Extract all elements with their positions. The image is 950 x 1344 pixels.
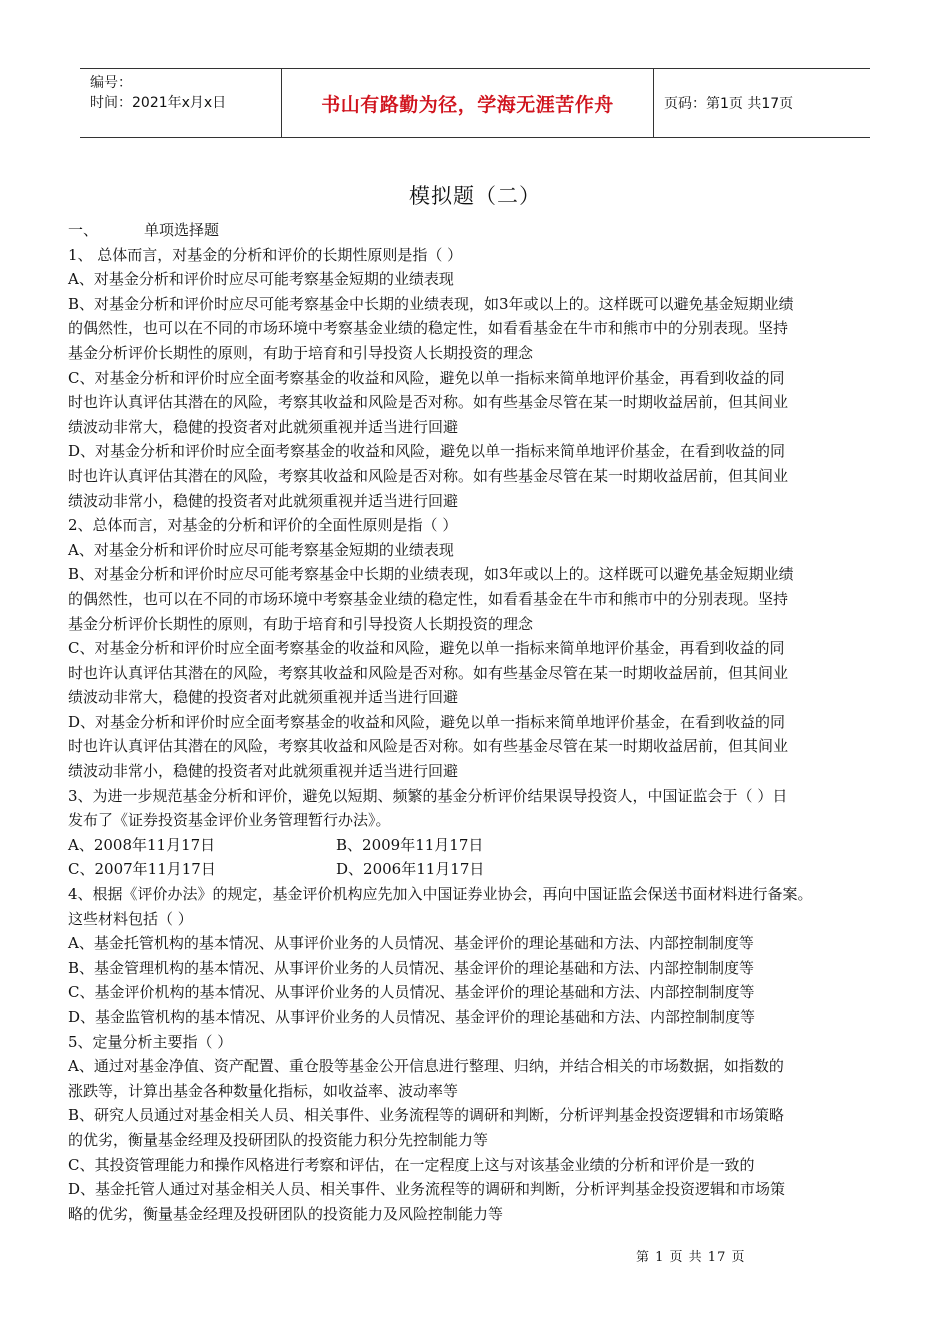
text-line: 绩波动非常小，稳健的投资者对此就须重视并适当进行回避 xyxy=(68,491,459,510)
text-line: A、基金托管机构的基本情况、从事评价业务的人员情况、基金评价的理论基础和方法、内部控制制度等 xyxy=(68,934,754,953)
page-title: 模拟题（二） xyxy=(409,184,541,208)
text-line: D、基金托管人通过对基金相关人员、相关事件、业务流程等的调研和判断，分析评判基金投资逻辑和市场策 xyxy=(68,1180,786,1199)
text-line: D、对基金分析和评价时应全面考察基金的收益和风险，避免以单一指标来简单地评价基金，在看到收益的同 xyxy=(68,712,786,731)
option-item: D、2006年11月17日 xyxy=(336,860,485,879)
section-number: 一、 xyxy=(68,221,99,239)
text-line: 涨跌等，计算出基金各种数量化指标，如收益率、波动率等 xyxy=(68,1081,459,1100)
option-item: B、2009年11月17日 xyxy=(336,835,484,854)
text-line: C、基金评价机构的基本情况、从事评价业务的人员情况、基金评价的理论基础和方法、内部控制制度等 xyxy=(68,983,755,1002)
text-line: B、对基金分析和评价时应尽可能考察基金中长期的业绩表现，如3年或以上的。这样既可以避免基金短期业绩 xyxy=(68,294,794,313)
text-line: 的偶然性，也可以在不同的市场环境中考察基金业绩的稳定性，如看看基金在牛市和熊市中的分别表现。坚持 xyxy=(68,319,789,338)
page-header xyxy=(80,68,870,138)
text-line: C、对基金分析和评价时应全面考察基金的收益和风险，避免以单一指标来简单地评价基金，再看到收益的同 xyxy=(68,639,785,658)
text-line: 3、为进一步规范基金分析和评价，避免以短期、频繁的基金分析评价结果误导投资人，中国证监会于（ ）日 xyxy=(68,786,788,805)
text-line: 基金分析评价长期性的原则，有助于培育和引导投资人长期投资的理念 xyxy=(68,343,534,362)
question-block-1 xyxy=(68,243,888,833)
document-number-label: 编号： xyxy=(90,75,132,91)
text-line: 绩波动非常大，稳健的投资者对此就须重视并适当进行回避 xyxy=(68,417,459,436)
header-motto: 书山有路勤为径，学海无涯苦作舟 xyxy=(282,69,654,137)
text-line: A、对基金分析和评价时应尽可能考察基金短期的业绩表现 xyxy=(68,540,454,559)
header-page-info: 页码：第1页 共17页 xyxy=(664,96,794,112)
document-body xyxy=(68,218,888,1226)
section-heading xyxy=(68,218,888,243)
option-row xyxy=(68,857,888,882)
option-item: A、2008年11月17日 xyxy=(68,835,216,854)
question-3-options xyxy=(68,833,888,882)
text-line: C、其投资管理能力和操作风格进行考察和评估，在一定程度上这与对该基金业绩的分析和评价是一致的 xyxy=(68,1155,755,1174)
text-line: 时也许认真评估其潜在的风险，考察其收益和风险是否对称。如有些基金尽管在某一时期收益居前，但其间业 xyxy=(68,737,789,756)
section-label: 单项选择题 xyxy=(144,221,220,239)
text-line: 发布了《证券投资基金评价业务管理暂行办法》。 xyxy=(68,811,391,830)
text-line: 时也许认真评估其潜在的风险，考察其收益和风险是否对称。如有些基金尽管在某一时期收益居前，但其间业 xyxy=(68,393,789,412)
text-line: B、研究人员通过对基金相关人员、相关事件、业务流程等的调研和判断，分析评判基金投资逻辑和市场策略 xyxy=(68,1106,785,1125)
document-time-label: 时间：2021年x月x日 xyxy=(90,95,227,111)
question-block-2 xyxy=(68,882,888,1226)
text-line: 4、根据《评价办法》的规定，基金评价机构应先加入中国证券业协会，再向中国证监会保送书面材料进行备案。 xyxy=(68,885,813,904)
text-line: 基金分析评价长期性的原则，有助于培育和引导投资人长期投资的理念 xyxy=(68,614,534,633)
text-line: C、对基金分析和评价时应全面考察基金的收益和风险，避免以单一指标来简单地评价基金，再看到收益的同 xyxy=(68,368,785,387)
text-line: 的优劣，衡量基金经理及投研团队的投资能力积分先控制能力等 xyxy=(68,1130,489,1149)
text-line: B、对基金分析和评价时应尽可能考察基金中长期的业绩表现，如3年或以上的。这样既可以避免基金短期业绩 xyxy=(68,565,794,584)
option-row xyxy=(68,833,888,858)
text-line: 绩波动非常大，稳健的投资者对此就须重视并适当进行回避 xyxy=(68,688,459,707)
page-footer: 第 1 页 共 17 页 xyxy=(636,1250,746,1265)
text-line: 2、总体而言，对基金的分析和评价的全面性原则是指（ ） xyxy=(68,516,458,535)
text-line: B、基金管理机构的基本情况、从事评价业务的人员情况、基金评价的理论基础和方法、内部控制制度等 xyxy=(68,958,755,977)
text-line: D、对基金分析和评价时应全面考察基金的收益和风险，避免以单一指标来简单地评价基金，在看到收益的同 xyxy=(68,442,786,461)
text-line: 时也许认真评估其潜在的风险，考察其收益和风险是否对称。如有些基金尽管在某一时期收益居前，但其间业 xyxy=(68,663,789,682)
text-line: 这些材料包括（ ） xyxy=(68,909,193,928)
text-line: A、对基金分析和评价时应尽可能考察基金短期的业绩表现 xyxy=(68,270,454,289)
text-line: 时也许认真评估其潜在的风险，考察其收益和风险是否对称。如有些基金尽管在某一时期收益居前，但其间业 xyxy=(68,466,789,485)
text-line: 略的优劣，衡量基金经理及投研团队的投资能力及风险控制能力等 xyxy=(68,1204,504,1223)
option-item: C、2007年11月17日 xyxy=(68,860,216,879)
text-line: 的偶然性，也可以在不同的市场环境中考察基金业绩的稳定性，如看看基金在牛市和熊市中的分别表现。坚持 xyxy=(68,589,789,608)
text-line: 5、定量分析主要指（ ） xyxy=(68,1032,233,1051)
text-line: D、基金监管机构的基本情况、从事评价业务的人员情况、基金评价的理论基础和方法、内部控制制度等 xyxy=(68,1008,756,1026)
header-meta xyxy=(80,69,282,137)
text-line: A、通过对基金净值、资产配置、重仓股等基金公开信息进行整理、归纳，并结合相关的市场数据，如指数的 xyxy=(68,1057,784,1076)
text-line: 绩波动非常小，稳健的投资者对此就须重视并适当进行回避 xyxy=(68,762,459,781)
text-line: 1、 总体而言，对基金的分析和评价的长期性原则是指（ ） xyxy=(68,245,463,264)
